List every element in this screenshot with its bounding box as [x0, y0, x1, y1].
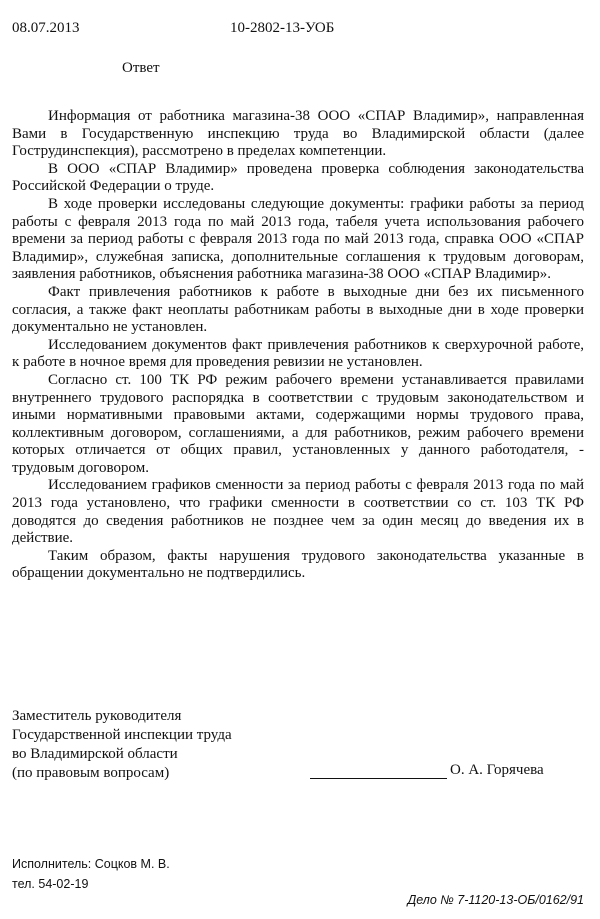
signer-name: О. А. Горячева [450, 762, 544, 778]
paragraph-overtime-work: Исследованием документов факт привлечения работников к сверхурочной работе, к работе в ночное время для проведения ревизии не установлен. [12, 336, 584, 371]
document-date: 08.07.2013 [12, 20, 80, 36]
signer-position-line: Заместитель руководителя [12, 708, 182, 724]
executor-name: Исполнитель: Соцков М. В. [12, 857, 170, 871]
paragraph-inspection-conducted: В ООО «СПАР Владимир» проведена проверка соблюдения законодательства Российской Федерации о труде. [12, 160, 584, 195]
paragraph-shift-schedules: Исследованием графиков сменности за период работы с февраля 2013 года по май 2013 года установлено, что графики сменности в соответствии со ст. 103 ТК РФ доводятся до сведения работников не позднее чем за один месяц до введения их в действие. [12, 477, 584, 547]
signer-position-line: во Владимирской области [12, 746, 178, 762]
paragraph-conclusion: Таким образом, факты нарушения трудового законодательства указанные в обращении документально не подтвердились. [12, 547, 584, 582]
executor-phone: тел. 54-02-19 [12, 877, 89, 891]
paragraph-information-received: Информация от работника магазина-38 ООО «СПАР Владимир», направленная Вами в Государственную инспекцию труда во Владимирской области (далее Гострудинспекция), рассмотрено в пределах компетенции. [12, 108, 584, 160]
paragraph-documents-examined: В ходе проверки исследованы следующие документы: графики работы за период работы с февраля 2013 года по май 2013 года, табеля учета использования рабочего времени за период работы с февраля 2013 года по май 2013 года, справка ООО «СПАР Владимир», служебная записка, дополнительные соглашения к трудовым договорам, заявления работников, объяснения работника магазина-38 ООО «СПАР Владимир». [12, 195, 584, 283]
paragraph-article-100: Согласно ст. 100 ТК РФ режим рабочего времени устанавливается правилами внутреннего трудового распорядка в соответствии с трудовым законодательством и иными нормативными правовыми актами, содержащими нормы трудового права, коллективным договором, соглашениями, а для работников, режим рабочего времени которых отличается от общих правил, установленных у данного работодателя, - трудовым договором. [12, 371, 584, 476]
document-body [12, 108, 584, 583]
document-title: Ответ [122, 60, 160, 76]
signer-position-line: (по правовым вопросам) [12, 765, 170, 781]
paragraph-weekend-work: Факт привлечения работников к работе в выходные дни без их письменного согласия, а также факт неоплаты работникам работы в выходные дни в ходе проверки документально не установлен. [12, 283, 584, 336]
signature-block [12, 707, 232, 783]
signer-position-line: Государственной инспекции труда [12, 727, 232, 743]
case-number: Дело № 7-1120-13-ОБ/0162/91 [407, 893, 584, 907]
document-number: 10-2802-13-УОБ [230, 20, 335, 36]
signature-line [310, 778, 447, 779]
